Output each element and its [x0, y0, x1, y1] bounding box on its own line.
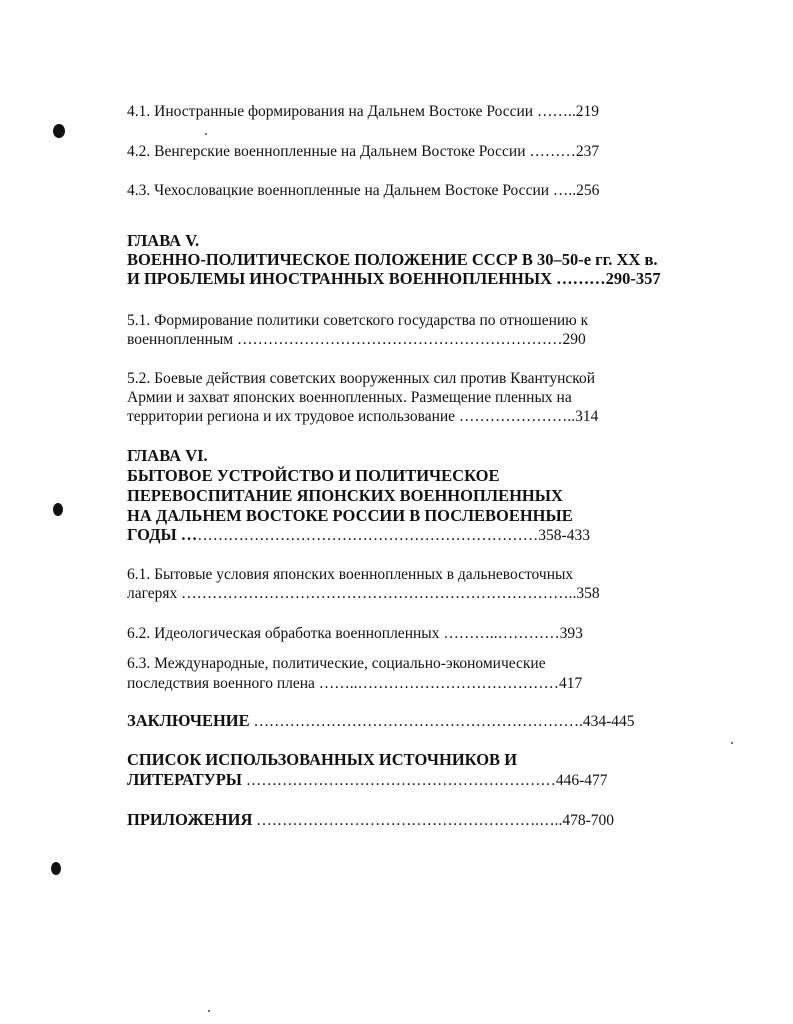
toc-entry-5-1-line2: военнопленным ………………………………………………………290: [127, 331, 586, 348]
sources-pages: ……………………………………………………446-477: [245, 772, 608, 789]
scan-speck: [208, 1010, 210, 1012]
toc-conclusion: [127, 712, 635, 731]
sources-title: ЛИТЕРАТУРЫ: [127, 770, 242, 789]
chapter-6-title-line1: БЫТОВОЕ УСТРОЙСТВО И ПОЛИТИЧЕСКОЕ: [127, 466, 500, 485]
toc-appendix: [127, 811, 614, 830]
conclusion-pages: ……………………………………………………….434-445: [253, 713, 635, 730]
toc-entry-6-1-line2: лагерях …………………………………………………………………..358: [127, 585, 600, 602]
punch-hole-bottom: [51, 862, 61, 875]
toc-entry-5-1-line1: 5.1. Формирование политики советского государства по отношению к: [127, 312, 589, 329]
toc-entry-6-3-line2: последствия военного плена ……..…………………………………417: [127, 675, 583, 692]
toc-entry-5-2-line2: Армии и захват японских военнопленных. Размещение пленных на: [127, 389, 572, 406]
toc-sources-line1: СПИСОК ИСПОЛЬЗОВАННЫХ ИСТОЧНИКОВ И: [127, 750, 518, 769]
scan-speck: [731, 742, 733, 744]
appendix-title: ПРИЛОЖЕНИЯ: [127, 810, 253, 829]
chapter-5-title-line2: И ПРОБЛЕМЫ ИНОСТРАННЫХ ВОЕННОПЛЕННЫХ ………290-357: [127, 269, 661, 288]
toc-entry-6-2: 6.2. Идеологическая обработка военнопленных ………..…………393: [127, 625, 583, 642]
chapter-5-label: ГЛАВА V.: [127, 231, 200, 250]
chapter-5-title-line1: ВОЕННО-ПОЛИТИЧЕСКОЕ ПОЛОЖЕНИЕ СССР В 30–50-е гг. XX в.: [127, 250, 658, 269]
conclusion-title: ЗАКЛЮЧЕНИЕ: [127, 711, 250, 730]
chapter-6-title-line4: [127, 526, 590, 545]
toc-entry-4-2: 4.2. Венгерские военнопленные на Дальнем Востоке России ………237: [127, 143, 600, 160]
chapter-6-title-line3: НА ДАЛЬНЕМ ВОСТОКЕ РОССИИ В ПОСЛЕВОЕННЫЕ: [127, 506, 573, 525]
toc-entry-4-1: 4.1. Иностранные формирования на Дальнем Востоке России ……..219: [127, 103, 599, 120]
toc-entry-6-3-line1: 6.3. Международные, политические, социально-экономические: [127, 655, 546, 672]
chapter-6-label: ГЛАВА VI.: [127, 446, 208, 465]
toc-sources-line2: [127, 771, 608, 790]
chapter-6-title-end: ГОДЫ …: [127, 525, 198, 544]
chapter-6-pages: …………………………………………………………358-433: [197, 527, 590, 544]
punch-hole-middle: [53, 503, 63, 516]
toc-entry-5-2-line1: 5.2. Боевые действия советских вооруженных сил против Квантунской: [127, 370, 596, 387]
chapter-6-title-line2: ПЕРЕВОСПИТАНИЕ ЯПОНСКИХ ВОЕННОПЛЕННЫХ: [127, 486, 563, 505]
appendix-pages: ……………………………………………….…..478-700: [256, 812, 615, 829]
scan-speck: [205, 133, 207, 135]
punch-hole-top: [53, 124, 65, 138]
toc-entry-5-2-line3: территории региона и их трудовое использование …………………..314: [127, 408, 599, 425]
toc-entry-4-3: 4.3. Чехословацкие военнопленные на Дальнем Востоке России …..256: [127, 182, 600, 199]
toc-entry-6-1-line1: 6.1. Бытовые условия японских военнопленных в дальневосточных: [127, 566, 574, 583]
